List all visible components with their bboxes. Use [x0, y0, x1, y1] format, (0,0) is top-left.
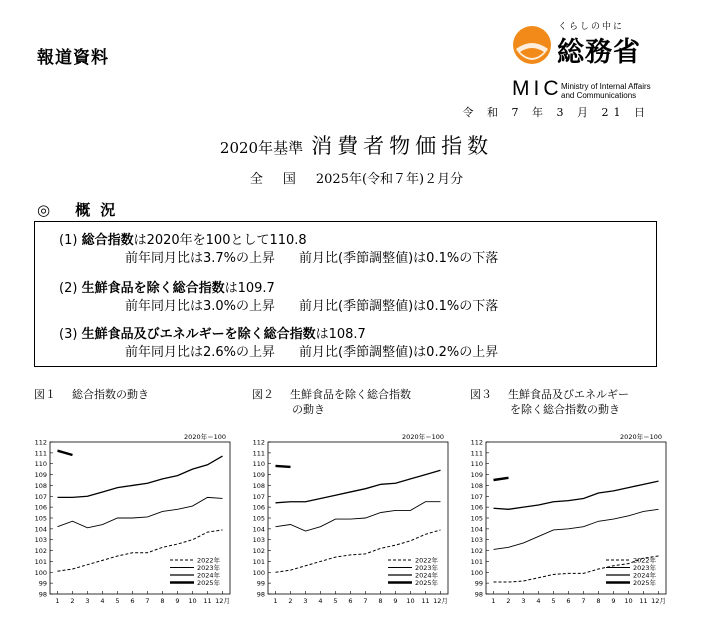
brand-tagline: くらしの中に — [558, 22, 625, 32]
x-tick-label: 8 — [378, 597, 383, 605]
item-mom: 前月比(季節調整値)は0.1%の下落 — [299, 251, 499, 266]
overview-box — [34, 221, 657, 367]
overview-item-1-detail — [125, 247, 498, 266]
overview-item-3-detail — [125, 341, 498, 360]
chart-fig1 — [28, 430, 238, 610]
y-tick-label: 109 — [252, 471, 265, 480]
y-tick-label: 108 — [34, 481, 47, 490]
fig3-title-cont: を除く総合指数の動き — [510, 403, 620, 416]
y-tick-label: 108 — [470, 481, 483, 490]
x-tick-label: 1 — [55, 597, 60, 605]
mic-wordmark: MIC — [512, 77, 563, 100]
mic-english-name — [561, 82, 651, 100]
series-line-2024年 — [276, 470, 441, 503]
y-tick-label: 101 — [34, 557, 47, 566]
overview-item-1 — [59, 229, 307, 248]
y-tick-label: 112 — [34, 438, 47, 447]
legend-label: 2025年 — [415, 578, 439, 587]
x-tick-label: 7 — [363, 597, 368, 605]
y-tick-label: 105 — [34, 514, 47, 523]
x-tick-label: 4 — [100, 597, 105, 605]
y-tick-label: 100 — [252, 568, 265, 577]
item-number: (2) — [59, 281, 78, 296]
y-tick-label: 103 — [34, 536, 47, 545]
fig3-title: 生鮮食品及びエネルギー — [508, 388, 629, 401]
y-tick-label: 111 — [34, 449, 47, 458]
x-tick-label: 12月 — [215, 597, 230, 605]
y-tick-label: 106 — [34, 503, 47, 512]
chart-fig2 — [246, 430, 456, 610]
y-tick-label: 107 — [252, 492, 265, 501]
series-line-2024年 — [494, 481, 659, 509]
x-tick-label: 3 — [521, 597, 526, 605]
y-tick-label: 104 — [34, 525, 47, 534]
x-tick-label: 9 — [393, 597, 398, 605]
chart-fig3 — [464, 430, 674, 610]
item-mom: 前月比(季節調整値)は0.1%の下落 — [299, 299, 499, 314]
legend-label: 2024年 — [633, 571, 657, 580]
x-tick-label: 6 — [130, 597, 135, 605]
legend-label: 2023年 — [415, 563, 439, 572]
x-tick-label: 12月 — [651, 597, 666, 605]
x-tick-label: 5 — [115, 597, 120, 605]
y-tick-label: 108 — [252, 481, 265, 490]
x-tick-label: 3 — [303, 597, 308, 605]
mic-english-line-2: and Communications — [561, 91, 637, 100]
legend-label: 2022年 — [415, 556, 439, 565]
overview-item-2 — [59, 277, 275, 296]
x-tick-label: 2 — [70, 597, 75, 605]
fig3-number: 図３ — [470, 388, 492, 401]
y-tick-label: 112 — [470, 438, 483, 447]
legend-label: 2023年 — [197, 563, 221, 572]
y-tick-label: 102 — [470, 547, 483, 556]
y-tick-label: 99 — [256, 579, 265, 588]
item-text: は2020年を100として110.8 — [133, 233, 307, 248]
x-tick-label: 11 — [639, 597, 648, 605]
legend-label: 2022年 — [197, 556, 221, 565]
press-release-label: 報道資料 — [37, 48, 109, 68]
item-number: (3) — [59, 327, 78, 342]
release-date: 令 和 7 年 3 月 21 日 — [462, 106, 650, 119]
y-tick-label: 103 — [252, 536, 265, 545]
subtitle-prefix: 全国 — [249, 172, 316, 187]
y-tick-label: 105 — [470, 514, 483, 523]
x-tick-label: 4 — [318, 597, 323, 605]
item-number: (1) — [59, 233, 78, 248]
title-base-year: 2020年基準 — [219, 139, 304, 157]
y-tick-label: 98 — [474, 590, 483, 599]
legend-label: 2025年 — [197, 578, 221, 587]
y-tick-label: 99 — [474, 579, 483, 588]
y-tick-label: 100 — [34, 568, 47, 577]
item-mom: 前月比(季節調整値)は0.2%の上昇 — [299, 345, 499, 360]
fig2-title: 生鮮食品を除く総合指数 — [290, 388, 411, 401]
y-tick-label: 101 — [470, 557, 483, 566]
y-tick-label: 109 — [34, 471, 47, 480]
x-tick-label: 4 — [536, 597, 541, 605]
overview-heading: ◎ 概況 — [37, 201, 126, 219]
x-tick-label: 3 — [85, 597, 90, 605]
legend-label: 2025年 — [633, 578, 657, 587]
y-tick-label: 106 — [252, 503, 265, 512]
series-line-2023年 — [494, 509, 659, 549]
item-bold-label: 生鮮食品を除く総合指数 — [81, 281, 225, 296]
series-line-2024年 — [58, 456, 223, 497]
y-tick-label: 99 — [38, 579, 47, 588]
legend-label: 2024年 — [197, 571, 221, 580]
fig1-title: 総合指数の動き — [72, 388, 149, 401]
fig2-number: 図２ — [252, 388, 274, 401]
fig2-title-cont: の動き — [292, 403, 325, 416]
base-note: 2020年＝100 — [620, 433, 662, 441]
fig2-caption — [252, 387, 462, 417]
y-tick-label: 110 — [470, 460, 483, 469]
x-tick-label: 10 — [188, 597, 197, 605]
x-tick-label: 6 — [566, 597, 571, 605]
x-tick-label: 6 — [348, 597, 353, 605]
y-tick-label: 104 — [252, 525, 265, 534]
legend-label: 2023年 — [633, 563, 657, 572]
mic-english-line-1: Ministry of Internal Affairs — [561, 82, 651, 91]
y-tick-label: 106 — [470, 503, 483, 512]
y-tick-label: 105 — [252, 514, 265, 523]
brand-name: 総務省 — [557, 37, 641, 68]
base-note: 2020年＝100 — [402, 433, 444, 441]
overview-item-2-detail — [125, 295, 498, 314]
series-line-2025年 — [494, 478, 509, 480]
y-tick-label: 110 — [252, 460, 265, 469]
fig1-number: 図１ — [34, 388, 56, 401]
item-yoy: 前年同月比は3.7%の上昇 — [125, 251, 276, 266]
x-tick-label: 2 — [288, 597, 293, 605]
y-tick-label: 107 — [34, 492, 47, 501]
x-tick-label: 10 — [624, 597, 633, 605]
item-bold-label: 総合指数 — [81, 233, 134, 248]
fig1-caption — [34, 387, 234, 402]
mic-logo-icon — [512, 25, 552, 65]
x-tick-label: 5 — [333, 597, 338, 605]
y-tick-label: 101 — [252, 557, 265, 566]
x-tick-label: 11 — [421, 597, 430, 605]
y-tick-label: 111 — [252, 449, 265, 458]
x-tick-label: 9 — [175, 597, 180, 605]
series-line-2023年 — [276, 502, 441, 531]
item-text: は108.7 — [315, 327, 366, 342]
x-tick-label: 7 — [145, 597, 150, 605]
series-line-2025年 — [276, 466, 291, 467]
y-tick-label: 98 — [256, 590, 265, 599]
y-tick-label: 103 — [470, 536, 483, 545]
y-tick-label: 104 — [470, 525, 483, 534]
y-tick-label: 102 — [252, 547, 265, 556]
y-tick-label: 110 — [34, 460, 47, 469]
item-bold-label: 生鮮食品及びエネルギーを除く総合指数 — [81, 327, 316, 342]
x-tick-label: 7 — [581, 597, 586, 605]
x-tick-label: 11 — [203, 597, 212, 605]
x-tick-label: 9 — [611, 597, 616, 605]
x-tick-label: 8 — [160, 597, 165, 605]
base-note: 2020年＝100 — [184, 433, 226, 441]
y-tick-label: 107 — [470, 492, 483, 501]
page-subtitle — [0, 168, 713, 187]
item-text: は109.7 — [224, 281, 275, 296]
x-tick-label: 1 — [491, 597, 496, 605]
series-line-2023年 — [58, 497, 223, 527]
item-yoy: 前年同月比は3.0%の上昇 — [125, 299, 276, 314]
overview-item-3 — [59, 323, 366, 342]
subtitle-text: 2025年(令和７年)２月分 — [315, 172, 464, 187]
item-yoy: 前年同月比は2.6%の上昇 — [125, 345, 276, 360]
y-tick-label: 109 — [470, 471, 483, 480]
y-tick-label: 112 — [252, 438, 265, 447]
series-line-2025年 — [58, 451, 73, 455]
x-tick-label: 1 — [273, 597, 278, 605]
x-tick-label: 10 — [406, 597, 415, 605]
x-tick-label: 2 — [506, 597, 511, 605]
x-tick-label: 5 — [551, 597, 556, 605]
page-title — [0, 130, 713, 160]
x-tick-label: 12月 — [433, 597, 448, 605]
fig3-caption — [470, 387, 690, 417]
legend-label: 2022年 — [633, 556, 657, 565]
y-tick-label: 100 — [470, 568, 483, 577]
title-main: 消費者物価指数 — [311, 134, 494, 158]
y-tick-label: 111 — [470, 449, 483, 458]
y-tick-label: 98 — [38, 590, 47, 599]
legend-label: 2024年 — [415, 571, 439, 580]
y-tick-label: 102 — [34, 547, 47, 556]
x-tick-label: 8 — [596, 597, 601, 605]
